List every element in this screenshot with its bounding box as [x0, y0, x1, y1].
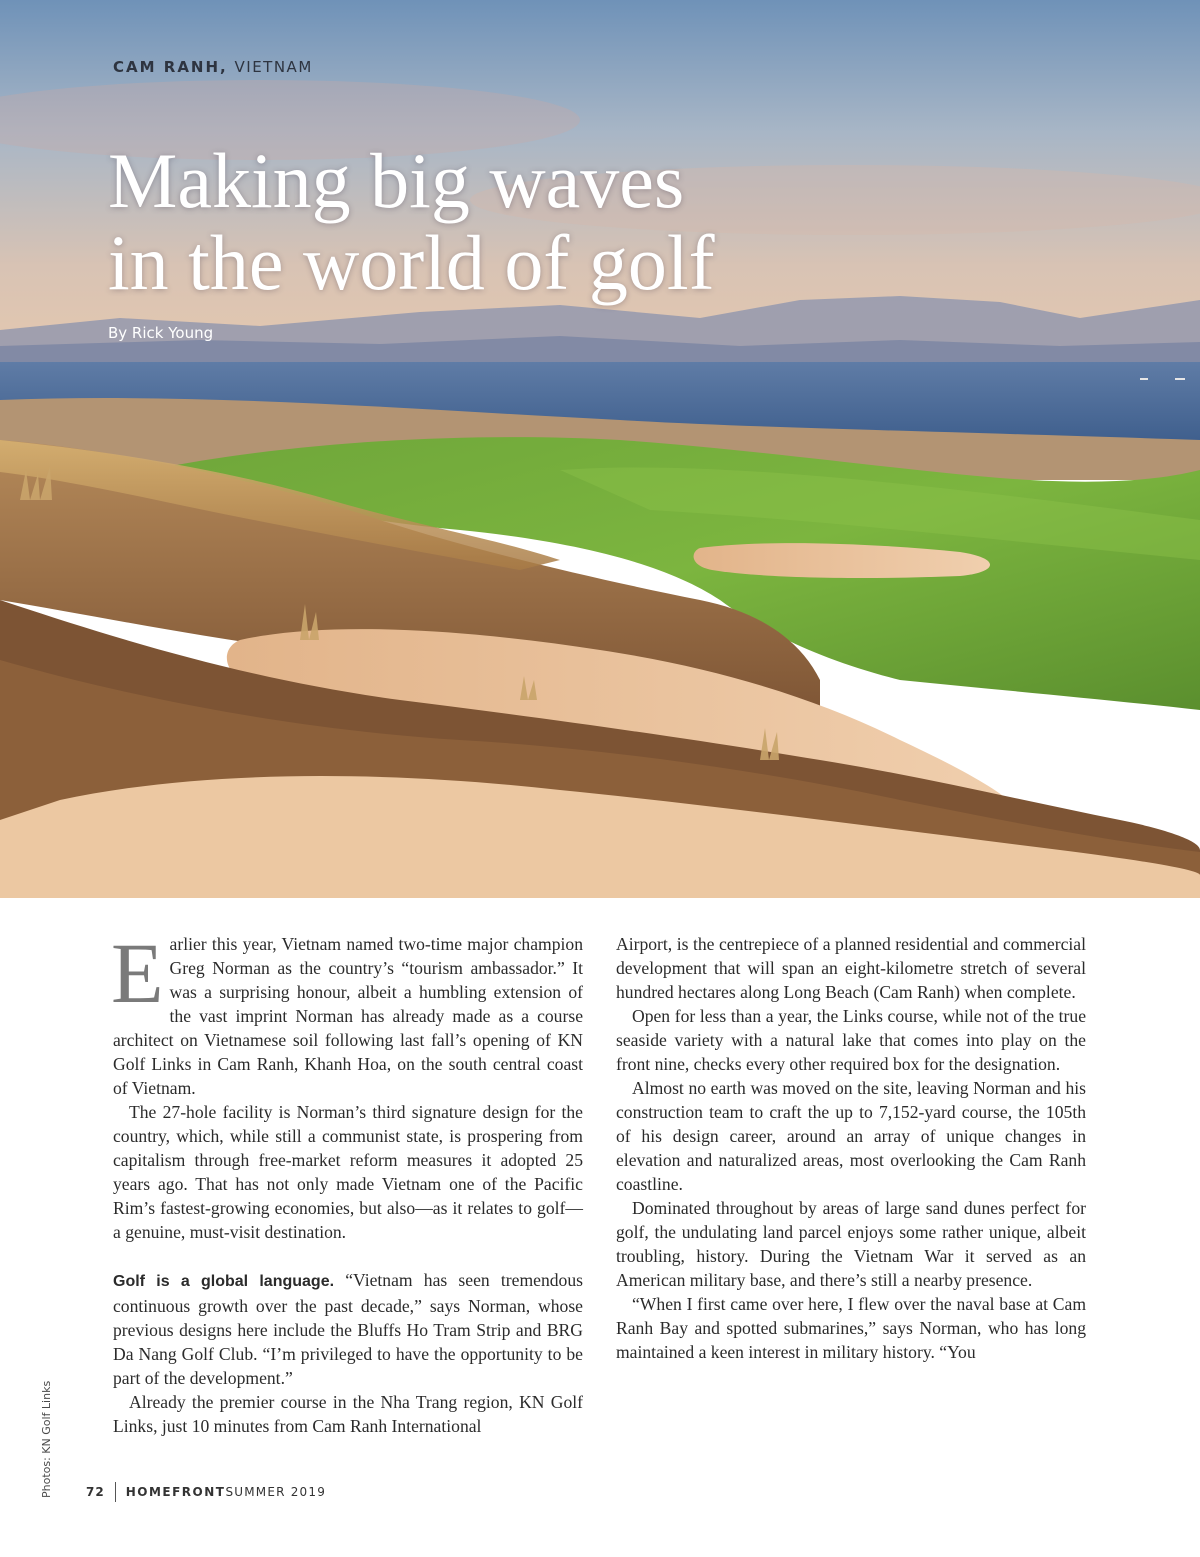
article-column-left	[111, 925, 583, 1438]
photo-credit: Photos: KN Golf Links	[40, 1380, 53, 1498]
article-paragraph	[113, 1268, 583, 1390]
drop-cap: E	[111, 925, 164, 1021]
article-paragraph: Already the premier course in the Nha Trang region, KN Golf Links, just 10 minutes from Cam Ranh International	[113, 1392, 583, 1436]
location-label	[113, 58, 313, 76]
article-paragraph: Airport, is the centrepiece of a planned residential and commercial development that will span an eight-kilometre stretch of several hundred hectares along Long Beach (Cam Ranh) when complete.	[616, 934, 1086, 1002]
headline-line-1: Making big waves	[108, 137, 685, 224]
article-paragraph: Almost no earth was moved on the site, leaving Norman and his construction team to craft the up to 7,152-yard course, the 105th of his design career, around an array of unique changes in elevation and naturalized areas, most overlooking the Cam Ranh coastline.	[616, 1078, 1086, 1194]
article-column-right	[616, 932, 1086, 1364]
page-footer	[86, 1481, 326, 1503]
article-paragraph	[111, 925, 583, 1100]
section-subhead: Golf is a global language.	[113, 1273, 335, 1290]
footer-divider	[115, 1482, 116, 1502]
paragraph-text: “Vietnam has seen tremendous continuous growth over the past decade,” says Norman, whose previous designs here include the Bluffs Ho Tram Strip and BRG Da Nang Golf Club. “I’m privileged to have the opportunity to be part of the development.”	[113, 1270, 583, 1388]
byline: By Rick Young	[108, 324, 214, 342]
magazine-name: HOMEFRONT	[125, 1485, 226, 1499]
article-paragraph: Open for less than a year, the Links course, while not of the true seaside variety with a natural lake that comes into play on the front nine, checks every other required box for the designation.	[616, 1006, 1086, 1074]
location-city: CAM RANH,	[113, 58, 228, 76]
location-country: VIETNAM	[234, 58, 313, 76]
paragraph-text: arlier this year, Vietnam named two-time major champion Greg Norman as the country’s “tourism ambassador.” It was a surprising honour, albeit a humbling extension of the vast imprint Norman has already made as a course architect on Vietnamese soil following last fall’s opening of KN Golf Links in Cam Ranh, Khanh Hoa, on the south central coast of Vietnam.	[113, 934, 583, 1098]
page-number: 72	[86, 1485, 105, 1499]
article-paragraph: The 27-hole facility is Norman’s third signature design for the country, which, while still a communist state, is prospering from capitalism through free-market reform measures it adopted 25 years ago. That has not only made Vietnam one of the Pacific Rim’s fastest-growing economies, but also—as it relates to golf—a genuine, must-visit destination.	[113, 1102, 583, 1242]
headline-line-2: in the world of golf	[108, 219, 715, 306]
article-headline	[108, 137, 715, 306]
article-paragraph: Dominated throughout by areas of large sand dunes perfect for golf, the undulating land parcel enjoys some rather unique, albeit troubling, history. During the Vietnam War it served as an American military base, and there’s still a nearby presence.	[616, 1198, 1086, 1290]
issue-label: SUMMER 2019	[225, 1485, 327, 1499]
article-paragraph: “When I first came over here, I flew over the naval base at Cam Ranh Bay and spotted submarines,” says Norman, who has long maintained a keen interest in military history. “You	[616, 1294, 1086, 1362]
